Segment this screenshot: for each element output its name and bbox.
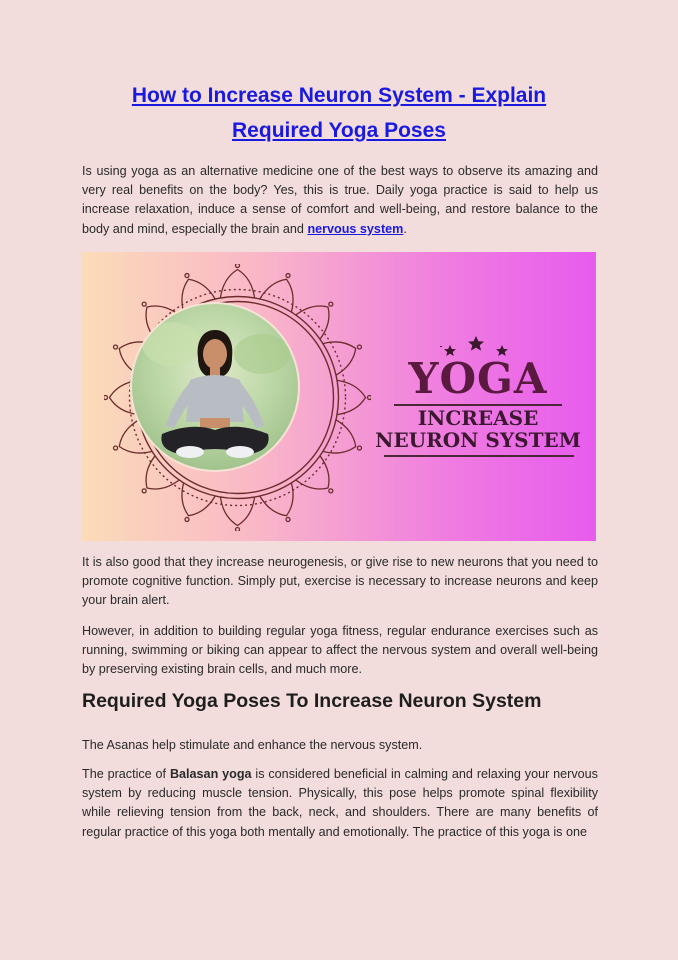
intro-text-end: . xyxy=(403,221,407,236)
mandala-petal xyxy=(260,483,293,516)
meditation-figure-icon xyxy=(132,304,298,470)
mandala-dot xyxy=(236,528,240,532)
mandala-dot xyxy=(368,396,372,400)
balasan-yoga-term: Balasan yoga xyxy=(169,767,252,781)
mandala-dot xyxy=(142,302,146,306)
nervous-system-link[interactable]: nervous system xyxy=(307,221,404,236)
mandala-dot xyxy=(114,446,118,450)
mandala-petal xyxy=(220,270,254,298)
page-title-line1[interactable]: How to Increase Neuron System - Explain xyxy=(131,84,547,107)
mandala-dot xyxy=(329,302,333,306)
mandala-petal xyxy=(260,279,293,312)
balasan-text-rest: is considered beneficial in calming and relaxing your nervous system by reducing muscle tension. Physically, this pose helps promote spinal flexibility while relieving tension from the back, neck, and shoulders. There are many benefits of regular practice of this yoga both mentally and emotionally. The practice of this yoga is one xyxy=(82,767,598,839)
mandala-dot xyxy=(357,345,361,349)
mandala-dot xyxy=(142,489,146,493)
banner-yoga-word: YOGA xyxy=(408,354,548,403)
mandala-dot xyxy=(185,274,189,278)
banner-divider-bottom xyxy=(384,455,574,457)
paragraph-asanas: The Asanas help stimulate and enhance the nervous system. xyxy=(82,738,423,752)
page-title-line2[interactable]: Required Yoga Poses xyxy=(232,119,446,142)
mandala-dot xyxy=(104,396,108,400)
paragraph-balasan xyxy=(82,765,598,842)
intro-text: Is using yoga as an alternative medicine one of the best ways to observe its amazing and very real benefits on the body? Yes, this is true. Daily yoga practice is said to help us increase relaxation, induce a sense of comfort and well-being, and restore balance to the body and mind, especially the brain and xyxy=(82,164,598,236)
mandala-petal xyxy=(296,456,329,489)
mandala-petal xyxy=(296,306,329,339)
paragraph-neurogenesis: It is also good that they increase neurogenesis, or give rise to new neurons that you need to promote cognitive function. Simply put, exercise is necessary to increase neurons and keep your brain alert. xyxy=(82,555,598,608)
paragraph-endurance: However, in addition to building regular yoga fitness, regular endurance exercises such as running, swimming or biking can appear to affect the nervous system and overall well-being by preserving existing brain cells, and much more. xyxy=(82,624,598,677)
section-heading: Required Yoga Poses To Increase Neuron System xyxy=(82,690,542,712)
yoga-banner-image xyxy=(82,252,596,541)
intro-paragraph xyxy=(82,162,598,239)
woman-meditating-photo xyxy=(130,302,300,472)
stars-icon xyxy=(440,336,512,356)
mandala-petal xyxy=(323,420,356,453)
mandala-dot xyxy=(286,517,290,521)
mandala-dot xyxy=(329,489,333,493)
mandala-petal xyxy=(323,342,356,375)
mandala-dot xyxy=(114,345,118,349)
mandala-petal xyxy=(182,483,215,516)
mandala-dot xyxy=(185,517,189,521)
banner-line-2: NEURON SYSTEM xyxy=(375,428,581,452)
mandala-dot xyxy=(286,274,290,278)
banner-line-1: INCREASE xyxy=(417,406,539,430)
mandala-dot xyxy=(236,264,240,268)
mandala-petal xyxy=(220,497,254,525)
balasan-text-start: The practice of xyxy=(82,767,170,781)
